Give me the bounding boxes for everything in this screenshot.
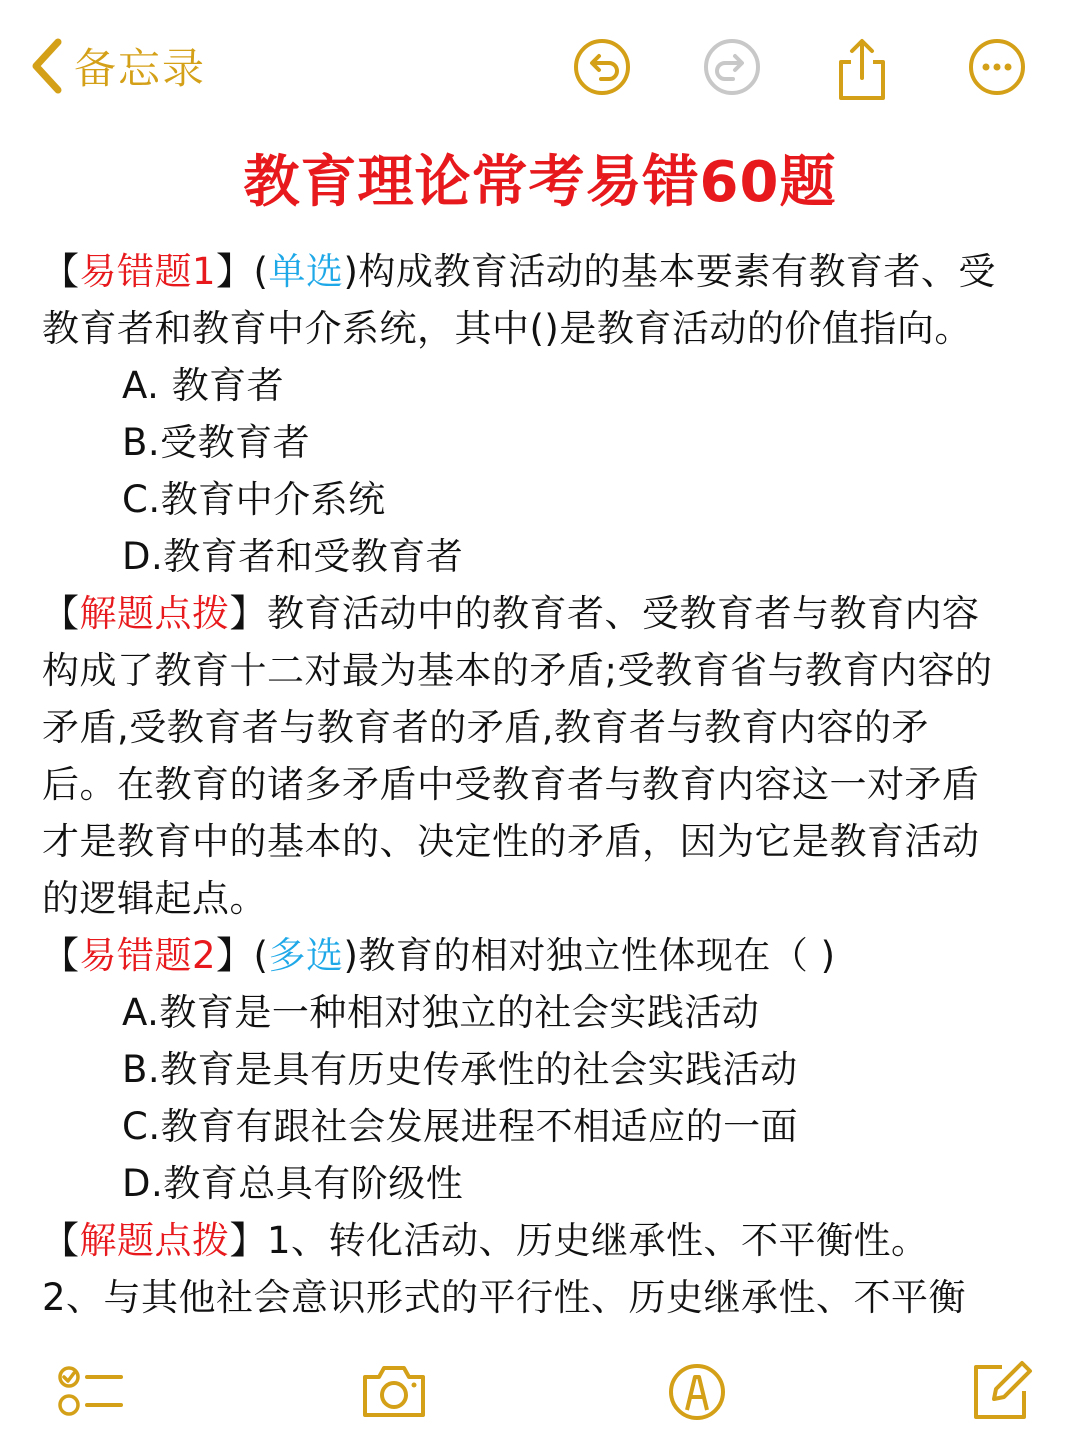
question-1-option-d: D.教育者和受教育者 (122, 535, 464, 578)
bracket-close: 】 (229, 592, 267, 635)
answer-2-line-1 (42, 1212, 1052, 1269)
question-1-stem-text: )构成教育活动的基本要素有教育者、受 (343, 250, 996, 293)
redo-icon (701, 36, 763, 98)
undo-button[interactable] (571, 36, 633, 98)
checklist-icon (55, 1355, 125, 1425)
back-label: 备忘录 (74, 44, 207, 93)
compose-button[interactable] (966, 1355, 1036, 1425)
bracket-close: 】( (216, 250, 269, 293)
question-1-type: 单选 (268, 250, 344, 293)
share-icon (831, 36, 893, 102)
bottom-toolbar (0, 1350, 1080, 1443)
bracket-open: 【 (42, 592, 80, 635)
answer-1-line-1 (42, 585, 1052, 642)
answer-1-line-5: 才是教育中的基本的、决定性的矛盾，因为它是教育活动 (42, 820, 980, 863)
more-button[interactable] (966, 36, 1028, 98)
question-1-option-b: B.受教育者 (122, 421, 311, 464)
answer-1-text: 教育活动中的教育者、受教育者与教育内容 (267, 592, 980, 635)
question-2-stem-text: )教育的相对独立性体现在（ ) (343, 934, 836, 977)
answer-1-line-3: 矛盾,受教育者与教育者的矛盾,教育者与教育内容的矛 (42, 706, 930, 749)
camera-icon (359, 1355, 429, 1425)
markup-pen-icon (662, 1355, 732, 1425)
question-1-stem-line (42, 243, 1052, 300)
question-2-type: 多选 (268, 934, 344, 977)
chevron-left-icon (30, 38, 64, 94)
redo-button[interactable] (701, 36, 763, 98)
question-2-stem-line (42, 927, 1052, 984)
note-body[interactable] (42, 243, 1052, 1326)
note-title: 教育理论常考易错60题 (243, 150, 837, 215)
back-button[interactable] (30, 34, 206, 98)
answer-2-line-2: 2、与其他社会意识形式的平行性、历史继承性、不平衡 (42, 1276, 967, 1319)
question-2-option-c: C.教育有跟社会发展进程不相适应的一面 (122, 1105, 799, 1148)
question-2-option-d: D.教育总具有阶级性 (122, 1162, 464, 1205)
checklist-button[interactable] (55, 1355, 125, 1425)
camera-button[interactable] (359, 1355, 429, 1425)
bracket-open: 【 (42, 934, 80, 977)
question-1-tag: 易错题1 (79, 250, 217, 293)
compose-icon (966, 1355, 1036, 1425)
question-1-option-c: C.教育中介系统 (122, 478, 386, 521)
undo-icon (571, 36, 633, 98)
more-icon (966, 36, 1028, 98)
answer-2-tag: 解题点拨 (79, 1219, 230, 1262)
question-1-option-a: A. 教育者 (122, 364, 285, 407)
question-2-tag: 易错题2 (79, 934, 217, 977)
answer-1-line-4: 后。在教育的诸多矛盾中受教育者与教育内容这一对矛盾 (42, 763, 980, 806)
question-2-option-b: B.教育是具有历史传承性的社会实践活动 (122, 1048, 798, 1091)
share-button[interactable] (831, 36, 893, 98)
bracket-close: 】 (229, 1219, 267, 1262)
bracket-close: 】( (216, 934, 269, 977)
question-1-stem-line-2: 教育者和教育中介系统，其中()是教育活动的价值指向。 (42, 307, 972, 350)
answer-1-line-2: 构成了教育十二对最为基本的矛盾;受教育省与教育内容的 (42, 649, 993, 692)
answer-2-text: 1、转化活动、历史继承性、不平衡性。 (267, 1219, 929, 1262)
answer-1-tag: 解题点拨 (79, 592, 230, 635)
bracket-open: 【 (42, 1219, 80, 1262)
answer-1-line-6: 的逻辑起点。 (42, 877, 267, 920)
top-navigation-bar (0, 0, 1080, 130)
bracket-open: 【 (42, 250, 80, 293)
markup-button[interactable] (662, 1355, 732, 1425)
question-2-option-a: A.教育是一种相对独立的社会实践活动 (122, 991, 760, 1034)
